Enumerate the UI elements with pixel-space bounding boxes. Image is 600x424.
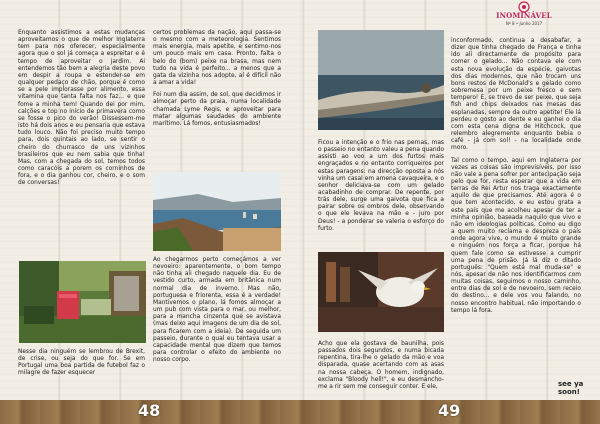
left-column-2-top <box>153 30 281 128</box>
right-column-2 <box>451 38 581 315</box>
magazine-logo <box>494 1 554 31</box>
paragraph: Ficou a intenção e o frio nas pernas, mas o passeio no entanto valeu a pena quando assisti ao voo a um dos furtos mais engraçados e no entanto corriqueiros por estas paragens: na direcção oposta a nós vinha um casal em amena cavaqueira, e o senhor deliciava-se com um gelado acabadinho de comprar. De repente, por trás dele, surge uma gaivota que fica a pairar sobre os ombros dele, observando o que ele levava na mão e - juro por Deus! - a ponderar se valeria o esforço do furto. <box>318 139 444 232</box>
paragraph: Enquanto assistimos a estas mudanças aproveitamos o que de melhor Inglaterra tem para nos oferecer, especialmente agora que o sol já começa a espreitar e é tempo de aproveitar o jardim. Ai entendemos tão bem a alegria deste povo em despir a roupa e estender-se em qualquer pedaço de chão, porque é como se a pele implorasse por alimento, essa vitamina que tanta falta nos faz... e que fome a minha tem! Quando dei por mim, calções e top no início de primavera como se fosse o pico do verão! Dissessem-me isto há dois anos e eu pensaria que estava tudo louco. Não foi preciso muito tempo para, dois quintais ao lado, se sentir o cheiro do churrasco de uns vizinhos brasileiros que eu nem sabia que tinha! Mas, com a chegada do sol, temos todos como caracóis a porem os corninhos de fora, e o dia ganhou cor, cheiro, e o som de conversas! <box>18 30 145 187</box>
paragraph: Acho que ela gostava de baunilha, pois passados dois segundos, e numa bicada repentina, tira-lhe o gelado da mão e voa disparada, quase acertando com as asas na nossa cabeça. O homem, indignado, exclama "Bloody hell!", e eu desmancho-me a rir sem me conseguir conter. E ele, <box>318 340 444 390</box>
pier-photo <box>318 30 444 130</box>
left-column-1-top <box>18 30 145 187</box>
right-column-1-top <box>318 134 444 239</box>
paragraph: certos problemas da nação, aqui passa-se o mesmo com a meteorologia. Sentimos mais energia, mais apetite, e sentimo-nos um pouco mais em casa. Pronto, falta o belo do (bom) peixe na brasa, mas nem tudo na vida é perfeito... a menos que a gata da vizinha nos adopte, aí é difícil não a amar a vida! <box>153 30 281 87</box>
paragraph: Nesse dia ninguém se lembrou de Brexit, de crise, ou seja do que for. Se em Portugal uma boa partida de futebol faz o milagre de fazer esquecer <box>18 349 145 377</box>
paragraph: Foi num dia assim, de sol, que decidimos ir almoçar perto da praia, numa localidade chamada Lyme Regis, e aproveitar para matar algumas saudades do ambiente marítimo. Lá fomos, entusiasmados! <box>153 92 281 127</box>
page-number-left: 48 <box>138 401 161 420</box>
paragraph: Ao chegarmos perto começámos a ver nevoeiro: aparentemente, o bom tempo não tinha ali chegado naquele dia. Eu de vestido curto, armada em britânica num normal dia de inverno. Mas não, portuguesa e friorenta, essa é a verdade! Mantivemos o plano, lá fomos almoçar a um pub com vista para o mar, ou melhor, para a mancha cinzenta que se avistava (mas deixo aqui imagens de um dia de sol, para ficarem com a ideia). De seguida um passeio, durante o qual eu tentava usar a capacidade mental que dizem que temos para controlar o efeito do ambiente no nosso corpo. <box>153 257 281 364</box>
coast-photo <box>153 172 281 251</box>
right-column-1-bottom <box>318 335 444 397</box>
paragraph: inconformado, continua a desabafar, a dizer que tinha chegado de França e tinha ido ali directamente de propósito para comer o gelado... Não contava ele com esta nova evolução da espécie, gaivotas dos dias modernos, que não trocam uns bons restos de McDonald's e gelado como sobremesa por um peixe fresco e sem tempero! E, se trevo de ser peixe, que seja fish and chips deixados nas mesas das esplanadas, sempre da outro apetite! Ele lá perdeu o gosto ao dente e eu ganhei o dia com esta cena digna de Hitchcock, que relembro alegremente enquanto bebia o café - já com sol! - na localidade onde moro. <box>451 38 581 152</box>
logo-title: INOMINÁVEL <box>496 11 552 20</box>
page-number-right: 49 <box>438 401 461 420</box>
left-column-1-bottom <box>18 349 145 378</box>
page-gutter <box>299 0 301 424</box>
left-column-2-bottom <box>153 257 281 364</box>
garden-photo <box>19 261 146 343</box>
paragraph: Tal como o tempo, aqui em Inglaterra por vezes as coisas são imprevisíveis, por isso não vale a pena sofrer por antecipação seja pelo que for, resta esperar que a vida em terras de Rei Artur nos traga exactamente aquilo de que precisamos. Até agora é o que tem acontecido, e eu estou grata a este país que me acolheu apesar de ter a minha opinião, baseada naquilo que vivo e não em ideologias políticas. Como eu digo a quem muito reclama e despreza o país onde agora vive, o mundo é muito grande e ninguém nos força a ficar, porque há quem fale como se estivesse a cumprir uma pena de prisão. Já lá diz o ditado português: "Quem está mal muda-se" e nós, apesar de não nos identificarmos com muitas coisas, seguimos o nosso caminho, entre dias de sol e de nevoeiro, sem receio do destino... e dele vos vou falando, no nosso encontro habitual, não importando o tempo lá fora. <box>451 157 581 314</box>
signoff: see ya soon! <box>558 380 584 396</box>
issue-date: Nº 8 • Junho 2017 <box>505 21 543 26</box>
wood-footer <box>0 400 600 424</box>
seagull-photo <box>318 252 444 332</box>
